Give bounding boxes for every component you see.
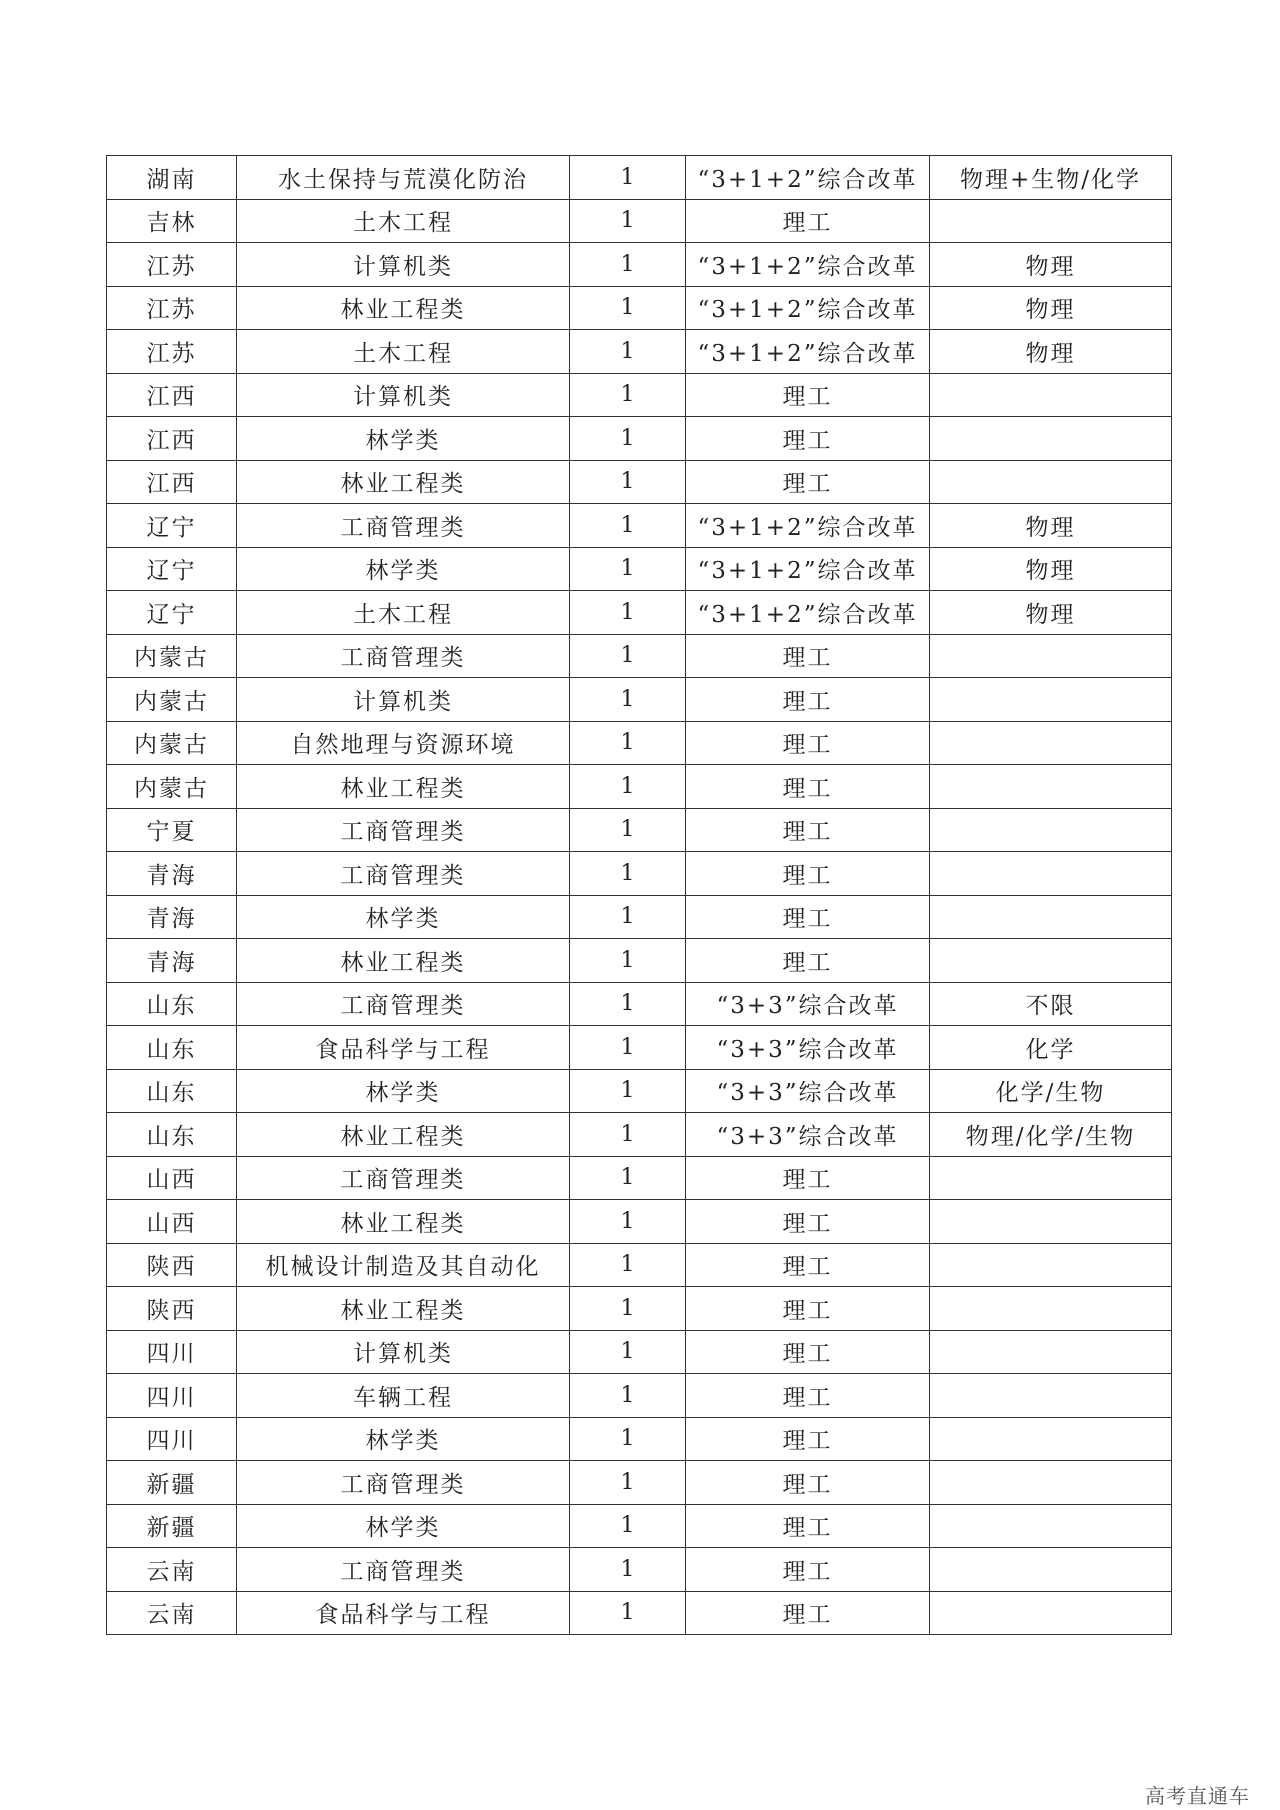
table-row bbox=[107, 156, 1172, 200]
count-cell: 1 bbox=[570, 721, 686, 765]
province-cell: 内蒙古 bbox=[107, 634, 237, 678]
table-row bbox=[107, 591, 1172, 635]
province-cell: 江西 bbox=[107, 460, 237, 504]
count-cell: 1 bbox=[570, 504, 686, 548]
category-cell: 理工 bbox=[686, 199, 930, 243]
table-row bbox=[107, 460, 1172, 504]
major-cell: 工商管理类 bbox=[237, 1461, 570, 1505]
count-cell: 1 bbox=[570, 156, 686, 200]
admission-plan-table bbox=[106, 155, 1172, 1635]
table-row bbox=[107, 417, 1172, 461]
major-cell: 计算机类 bbox=[237, 678, 570, 722]
major-cell: 林学类 bbox=[237, 1069, 570, 1113]
count-cell: 1 bbox=[570, 1591, 686, 1635]
count-cell: 1 bbox=[570, 1069, 686, 1113]
count-cell: 1 bbox=[570, 591, 686, 635]
major-cell: 土木工程 bbox=[237, 330, 570, 374]
subjects-cell: 物理 bbox=[930, 591, 1172, 635]
subjects-cell bbox=[930, 1591, 1172, 1635]
province-cell: 山东 bbox=[107, 1069, 237, 1113]
count-cell: 1 bbox=[570, 1243, 686, 1287]
table-row bbox=[107, 1461, 1172, 1505]
subjects-cell bbox=[930, 721, 1172, 765]
major-cell: 林学类 bbox=[237, 1504, 570, 1548]
subjects-cell: 物理/化学/生物 bbox=[930, 1113, 1172, 1157]
category-cell: “3+1+2”综合改革 bbox=[686, 243, 930, 287]
subjects-cell bbox=[930, 1156, 1172, 1200]
major-cell: 工商管理类 bbox=[237, 852, 570, 896]
major-cell: 自然地理与资源环境 bbox=[237, 721, 570, 765]
table-row bbox=[107, 1026, 1172, 1070]
category-cell: 理工 bbox=[686, 1200, 930, 1244]
table-row bbox=[107, 330, 1172, 374]
count-cell: 1 bbox=[570, 1026, 686, 1070]
major-cell: 计算机类 bbox=[237, 373, 570, 417]
table-row bbox=[107, 1417, 1172, 1461]
province-cell: 吉林 bbox=[107, 199, 237, 243]
category-cell: 理工 bbox=[686, 1374, 930, 1418]
province-cell: 内蒙古 bbox=[107, 721, 237, 765]
major-cell: 计算机类 bbox=[237, 243, 570, 287]
category-cell: 理工 bbox=[686, 678, 930, 722]
count-cell: 1 bbox=[570, 765, 686, 809]
subjects-cell bbox=[930, 634, 1172, 678]
province-cell: 辽宁 bbox=[107, 591, 237, 635]
table-row bbox=[107, 1548, 1172, 1592]
subjects-cell: 物理 bbox=[930, 243, 1172, 287]
category-cell: 理工 bbox=[686, 634, 930, 678]
subjects-cell bbox=[930, 808, 1172, 852]
subjects-cell bbox=[930, 1461, 1172, 1505]
category-cell: “3+3”综合改革 bbox=[686, 982, 930, 1026]
category-cell: 理工 bbox=[686, 1417, 930, 1461]
table-row bbox=[107, 1330, 1172, 1374]
province-cell: 四川 bbox=[107, 1417, 237, 1461]
table-row bbox=[107, 1200, 1172, 1244]
count-cell: 1 bbox=[570, 417, 686, 461]
major-cell: 工商管理类 bbox=[237, 504, 570, 548]
province-cell: 江苏 bbox=[107, 330, 237, 374]
major-cell: 工商管理类 bbox=[237, 982, 570, 1026]
major-cell: 林学类 bbox=[237, 895, 570, 939]
province-cell: 新疆 bbox=[107, 1461, 237, 1505]
major-cell: 林业工程类 bbox=[237, 765, 570, 809]
category-cell: 理工 bbox=[686, 808, 930, 852]
count-cell: 1 bbox=[570, 808, 686, 852]
province-cell: 四川 bbox=[107, 1330, 237, 1374]
count-cell: 1 bbox=[570, 939, 686, 983]
subjects-cell: 物理 bbox=[930, 504, 1172, 548]
province-cell: 内蒙古 bbox=[107, 765, 237, 809]
count-cell: 1 bbox=[570, 330, 686, 374]
subjects-cell: 物理 bbox=[930, 286, 1172, 330]
province-cell: 江苏 bbox=[107, 286, 237, 330]
table-row bbox=[107, 286, 1172, 330]
province-cell: 青海 bbox=[107, 939, 237, 983]
table-row bbox=[107, 721, 1172, 765]
province-cell: 四川 bbox=[107, 1374, 237, 1418]
category-cell: 理工 bbox=[686, 1461, 930, 1505]
category-cell: 理工 bbox=[686, 765, 930, 809]
category-cell: 理工 bbox=[686, 852, 930, 896]
province-cell: 辽宁 bbox=[107, 504, 237, 548]
watermark-text: 高考直通车 bbox=[1145, 1784, 1250, 1808]
table-row bbox=[107, 634, 1172, 678]
category-cell: 理工 bbox=[686, 1287, 930, 1331]
province-cell: 山东 bbox=[107, 982, 237, 1026]
count-cell: 1 bbox=[570, 634, 686, 678]
table-row bbox=[107, 1113, 1172, 1157]
province-cell: 青海 bbox=[107, 895, 237, 939]
subjects-cell: 物理 bbox=[930, 330, 1172, 374]
category-cell: 理工 bbox=[686, 1330, 930, 1374]
table-row bbox=[107, 808, 1172, 852]
count-cell: 1 bbox=[570, 1113, 686, 1157]
major-cell: 林学类 bbox=[237, 417, 570, 461]
table-row bbox=[107, 1504, 1172, 1548]
province-cell: 山西 bbox=[107, 1200, 237, 1244]
category-cell: “3+1+2”综合改革 bbox=[686, 591, 930, 635]
subjects-cell: 不限 bbox=[930, 982, 1172, 1026]
major-cell: 林业工程类 bbox=[237, 1113, 570, 1157]
major-cell: 林业工程类 bbox=[237, 1287, 570, 1331]
subjects-cell bbox=[930, 1243, 1172, 1287]
province-cell: 江西 bbox=[107, 373, 237, 417]
major-cell: 食品科学与工程 bbox=[237, 1026, 570, 1070]
category-cell: “3+1+2”综合改革 bbox=[686, 156, 930, 200]
category-cell: “3+1+2”综合改革 bbox=[686, 286, 930, 330]
count-cell: 1 bbox=[570, 1461, 686, 1505]
table-row bbox=[107, 1069, 1172, 1113]
category-cell: 理工 bbox=[686, 373, 930, 417]
count-cell: 1 bbox=[570, 1504, 686, 1548]
count-cell: 1 bbox=[570, 1156, 686, 1200]
major-cell: 林业工程类 bbox=[237, 460, 570, 504]
subjects-cell bbox=[930, 939, 1172, 983]
table-row bbox=[107, 1287, 1172, 1331]
table-row bbox=[107, 373, 1172, 417]
province-cell: 山西 bbox=[107, 1156, 237, 1200]
table-row bbox=[107, 1591, 1172, 1635]
major-cell: 食品科学与工程 bbox=[237, 1591, 570, 1635]
major-cell: 林学类 bbox=[237, 547, 570, 591]
province-cell: 江苏 bbox=[107, 243, 237, 287]
count-cell: 1 bbox=[570, 243, 686, 287]
category-cell: “3+1+2”综合改革 bbox=[686, 504, 930, 548]
major-cell: 林业工程类 bbox=[237, 1200, 570, 1244]
table-row bbox=[107, 852, 1172, 896]
subjects-cell bbox=[930, 1548, 1172, 1592]
major-cell: 工商管理类 bbox=[237, 808, 570, 852]
subjects-cell bbox=[930, 1504, 1172, 1548]
province-cell: 青海 bbox=[107, 852, 237, 896]
subjects-cell bbox=[930, 1417, 1172, 1461]
subjects-cell bbox=[930, 852, 1172, 896]
category-cell: “3+1+2”综合改革 bbox=[686, 330, 930, 374]
count-cell: 1 bbox=[570, 678, 686, 722]
subjects-cell: 物理+生物/化学 bbox=[930, 156, 1172, 200]
subjects-cell bbox=[930, 199, 1172, 243]
table-row bbox=[107, 895, 1172, 939]
province-cell: 山东 bbox=[107, 1026, 237, 1070]
table-row bbox=[107, 939, 1172, 983]
subjects-cell bbox=[930, 1287, 1172, 1331]
major-cell: 水土保持与荒漠化防治 bbox=[237, 156, 570, 200]
count-cell: 1 bbox=[570, 852, 686, 896]
count-cell: 1 bbox=[570, 982, 686, 1026]
table-row bbox=[107, 765, 1172, 809]
category-cell: “3+3”综合改革 bbox=[686, 1026, 930, 1070]
province-cell: 湖南 bbox=[107, 156, 237, 200]
subjects-cell bbox=[930, 1200, 1172, 1244]
category-cell: 理工 bbox=[686, 1591, 930, 1635]
province-cell: 山东 bbox=[107, 1113, 237, 1157]
subjects-cell: 物理 bbox=[930, 547, 1172, 591]
count-cell: 1 bbox=[570, 460, 686, 504]
category-cell: “3+3”综合改革 bbox=[686, 1069, 930, 1113]
major-cell: 林学类 bbox=[237, 1417, 570, 1461]
major-cell: 工商管理类 bbox=[237, 1156, 570, 1200]
province-cell: 云南 bbox=[107, 1548, 237, 1592]
count-cell: 1 bbox=[570, 286, 686, 330]
subjects-cell bbox=[930, 460, 1172, 504]
province-cell: 新疆 bbox=[107, 1504, 237, 1548]
category-cell: 理工 bbox=[686, 1548, 930, 1592]
category-cell: 理工 bbox=[686, 721, 930, 765]
table-row bbox=[107, 199, 1172, 243]
count-cell: 1 bbox=[570, 1548, 686, 1592]
province-cell: 辽宁 bbox=[107, 547, 237, 591]
table-row bbox=[107, 1243, 1172, 1287]
count-cell: 1 bbox=[570, 1417, 686, 1461]
table-row bbox=[107, 504, 1172, 548]
category-cell: 理工 bbox=[686, 939, 930, 983]
table-row bbox=[107, 678, 1172, 722]
count-cell: 1 bbox=[570, 1330, 686, 1374]
major-cell: 土木工程 bbox=[237, 591, 570, 635]
major-cell: 林业工程类 bbox=[237, 939, 570, 983]
province-cell: 陕西 bbox=[107, 1243, 237, 1287]
subjects-cell bbox=[930, 678, 1172, 722]
major-cell: 工商管理类 bbox=[237, 634, 570, 678]
subjects-cell: 化学 bbox=[930, 1026, 1172, 1070]
province-cell: 陕西 bbox=[107, 1287, 237, 1331]
province-cell: 宁夏 bbox=[107, 808, 237, 852]
table-row bbox=[107, 547, 1172, 591]
category-cell: 理工 bbox=[686, 417, 930, 461]
subjects-cell bbox=[930, 417, 1172, 461]
category-cell: “3+1+2”综合改革 bbox=[686, 547, 930, 591]
count-cell: 1 bbox=[570, 1287, 686, 1331]
category-cell: “3+3”综合改革 bbox=[686, 1113, 930, 1157]
subjects-cell: 化学/生物 bbox=[930, 1069, 1172, 1113]
province-cell: 云南 bbox=[107, 1591, 237, 1635]
category-cell: 理工 bbox=[686, 895, 930, 939]
table-row bbox=[107, 243, 1172, 287]
count-cell: 1 bbox=[570, 547, 686, 591]
major-cell: 林业工程类 bbox=[237, 286, 570, 330]
count-cell: 1 bbox=[570, 895, 686, 939]
major-cell: 车辆工程 bbox=[237, 1374, 570, 1418]
table-row bbox=[107, 1156, 1172, 1200]
category-cell: 理工 bbox=[686, 1243, 930, 1287]
table-row bbox=[107, 982, 1172, 1026]
count-cell: 1 bbox=[570, 373, 686, 417]
subjects-cell bbox=[930, 1330, 1172, 1374]
category-cell: 理工 bbox=[686, 1156, 930, 1200]
subjects-cell bbox=[930, 895, 1172, 939]
category-cell: 理工 bbox=[686, 1504, 930, 1548]
count-cell: 1 bbox=[570, 1374, 686, 1418]
major-cell: 工商管理类 bbox=[237, 1548, 570, 1592]
table-body bbox=[107, 156, 1172, 1635]
subjects-cell bbox=[930, 1374, 1172, 1418]
subjects-cell bbox=[930, 765, 1172, 809]
major-cell: 计算机类 bbox=[237, 1330, 570, 1374]
province-cell: 内蒙古 bbox=[107, 678, 237, 722]
major-cell: 机械设计制造及其自动化 bbox=[237, 1243, 570, 1287]
count-cell: 1 bbox=[570, 1200, 686, 1244]
subjects-cell bbox=[930, 373, 1172, 417]
province-cell: 江西 bbox=[107, 417, 237, 461]
count-cell: 1 bbox=[570, 199, 686, 243]
category-cell: 理工 bbox=[686, 460, 930, 504]
table-row bbox=[107, 1374, 1172, 1418]
major-cell: 土木工程 bbox=[237, 199, 570, 243]
